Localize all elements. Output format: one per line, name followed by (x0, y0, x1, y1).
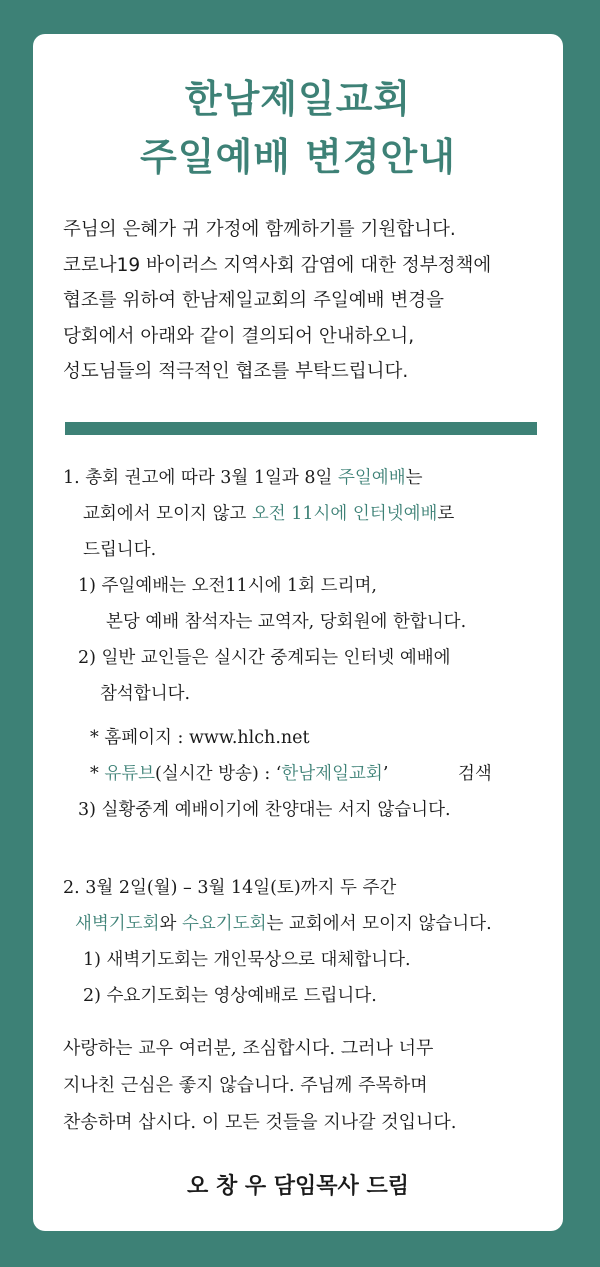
intro-line: 성도님들의 적극적인 협조를 부탁드립니다. (63, 361, 409, 382)
section1-line3: 드립니다. (83, 540, 157, 560)
youtube-label: 유튜브 (104, 764, 156, 784)
section2-line1: 2. 3월 2일(월) – 3월 14일(토)까지 두 주간 (63, 878, 397, 898)
closing-line: 찬송하며 삽시다. 이 모든 것들을 지나갈 것입니다. (63, 1112, 457, 1133)
intro-line: 당회에서 아래와 같이 결의되어 안내하오니, (63, 325, 415, 347)
section2-item1: 1) 새벽기도회는 개인묵상으로 대체합니다. (83, 950, 411, 970)
section2-item2: 2) 수요기도회는 영상예배로 드립니다. (83, 986, 377, 1006)
intro-paragraph (63, 212, 543, 390)
notice-card (33, 34, 563, 1231)
highlight-dawn-prayer: 새벽기도회 (75, 914, 160, 934)
section-divider (65, 422, 537, 435)
highlight-wednesday-prayer: 수요기도회 (182, 914, 267, 934)
section2-line2: 새벽기도회와 수요기도회는 교회에서 모이지 않습니다. (75, 914, 492, 934)
church-name-title: 한남제일교회 (184, 77, 412, 121)
closing-line: 지나친 근심은 좋지 않습니다. 주님께 주목하며 (63, 1075, 428, 1096)
intro-line: 협조를 위하여 한남제일교회의 주일예배 변경을 (63, 290, 444, 311)
section1-line2: 교회에서 모이지 않고 오전 11시에 인터넷예배로 (83, 504, 455, 524)
intro-line: 코로나19 바이러스 지역사회 감염에 대한 정부정책에 (63, 254, 492, 276)
highlight-internet-worship: 오전 11시에 인터넷예배 (251, 504, 438, 524)
section1-item2-line2: 참석합니다. (100, 684, 191, 704)
closing-paragraph (63, 1030, 543, 1141)
youtube-line: * 유튜브(실시간 방송) : ‘한남제일교회’ (90, 764, 389, 784)
section1-item1-line1: 1) 주일예배는 오전11시에 1회 드리며, (78, 576, 377, 596)
homepage-line: * 홈페이지 : www.hlch.net (90, 728, 310, 748)
highlight-sunday-worship: 주일예배 (338, 468, 406, 488)
section1-line1: 1. 총회 권고에 따라 3월 1일과 8일 주일예배는 (63, 468, 423, 488)
section1-item2-line1: 2) 일반 교인들은 실시간 중계되는 인터넷 예배에 (78, 648, 451, 668)
section1-item1-line2: 본당 예배 참석자는 교역자, 당회원에 한합니다. (106, 612, 467, 632)
pastor-signature: 오 창 우 담임목사 드림 (187, 1174, 409, 1199)
section1-item3: 3) 실황중계 예배이기에 찬양대는 서지 않습니다. (78, 800, 451, 820)
notice-title: 주일예배 변경안내 (140, 135, 456, 179)
closing-line: 사랑하는 교우 여러분, 조심합시다. 그러나 너무 (63, 1038, 434, 1059)
youtube-search-word: 검색 (458, 764, 492, 784)
youtube-search-term: 한남제일교회 (281, 764, 383, 784)
intro-line: 주님의 은혜가 귀 가정에 함께하기를 기원합니다. (63, 219, 456, 240)
